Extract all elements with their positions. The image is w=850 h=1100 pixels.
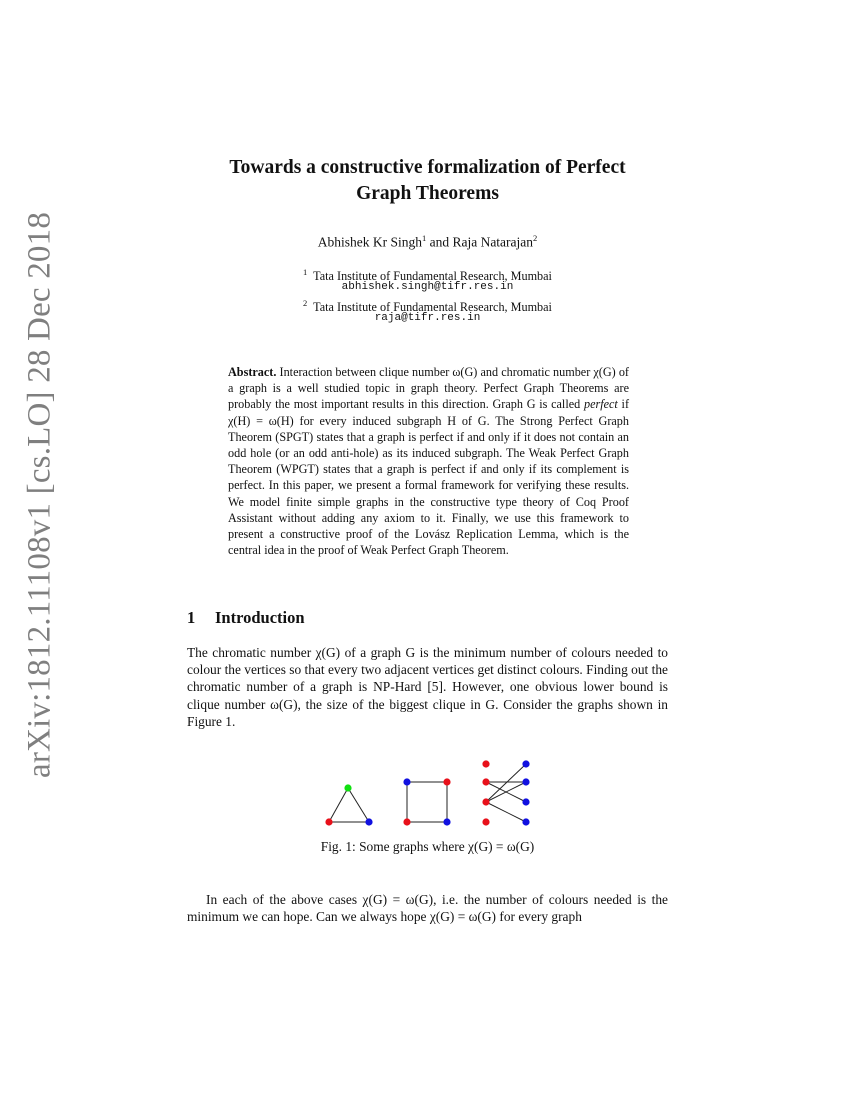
title-line-2: Graph Theorems xyxy=(356,183,499,204)
author-name: Raja Natarajan xyxy=(452,234,534,250)
square-edges xyxy=(407,782,447,822)
author-affil-mark: 2 xyxy=(533,233,538,243)
section-heading xyxy=(187,608,305,628)
section-number: 1 xyxy=(187,608,196,627)
vertex-blue xyxy=(522,760,529,767)
abstract-text: Interaction between clique number ω(G) and chromatic number χ(G) of a graph is a well studied topic in graph theory. Perfect Graph Theorems are probably the most important results in this direction. Graph G is called xyxy=(228,365,629,412)
triangle-graph xyxy=(325,784,372,825)
abstract-text: if χ(H) = ω(H) for every induced subgraph H of G. The Strong Perfect Graph Theorem (SPGT) states that a graph is perfect if and only if it does not contain an odd hole (or an odd anti-hole) as its induced subgraph. The Weak Perfect Graph Theorem (WPGT) states that a graph is perfect if and only if its complement is perfect. In this paper, we present a formal framework for verifying these results. We model finite simple graphs in the constructive type theory of Coq Proof Assistant without adding any axiom to it. Finally, we use this framework to present a constructive proof of the Lovász Replication Lemma, which is the central idea in the proof of Weak Perfect Graph Theorem. xyxy=(228,397,629,558)
abstract-emphasis: perfect xyxy=(583,397,618,412)
vertex-red xyxy=(325,818,332,825)
affiliation-institute: Tata Institute of Fundamental Research, Mumbai xyxy=(313,269,552,284)
paper-title xyxy=(150,155,705,207)
vertex-green xyxy=(344,784,351,791)
affiliation-mark: 1 xyxy=(303,267,308,277)
vertex-red xyxy=(403,818,410,825)
vertex-blue xyxy=(522,778,529,785)
author-affil-mark: 1 xyxy=(421,233,427,243)
affiliation-email: raja@tifr.res.in xyxy=(374,312,481,324)
graph-edge xyxy=(329,788,348,822)
abstract-label: Abstract. xyxy=(228,365,277,379)
graph-edge xyxy=(486,764,526,802)
author-name: Abhishek Kr Singh xyxy=(317,234,422,250)
vertex-blue xyxy=(403,778,410,785)
arxiv-identifier: arXiv:1812.11108v1 [cs.LO] 28 Dec 2018 xyxy=(21,211,58,779)
affiliation-mark: 2 xyxy=(303,298,308,308)
figure-graphs xyxy=(318,754,548,834)
author-list xyxy=(150,233,705,251)
graph-edge xyxy=(486,802,526,822)
bipartite-graph xyxy=(482,760,529,825)
body-paragraph: In each of the above cases χ(G) = ω(G), i.e. the number of colours needed is the minimum we can hope. Can we always hope χ(G) = ω(G) for every graph xyxy=(187,892,668,925)
vertex-red xyxy=(482,798,489,805)
section-title: Introduction xyxy=(215,608,305,627)
square-graph xyxy=(403,778,450,825)
intro-paragraph: The chromatic number χ(G) of a graph G is the minimum number of colours needed to colour the vertices so that every two adjacent vertices get distinct colours. Finding out the chromatic number of a graph is NP-Hard [5]. However, one obvious lower bound is clique number ω(G), the size of the biggest clique in G. Consider the graphs shown in Figure 1. xyxy=(187,645,668,729)
vertex-red xyxy=(482,778,489,785)
vertex-red xyxy=(482,760,489,767)
vertex-blue xyxy=(522,818,529,825)
vertex-blue xyxy=(443,818,450,825)
affiliation-email: abhishek.singh@tifr.res.in xyxy=(341,281,514,293)
vertex-blue xyxy=(365,818,372,825)
vertex-red xyxy=(482,818,489,825)
author-conjunction: and xyxy=(426,234,453,250)
graph-edge xyxy=(348,788,369,822)
abstract xyxy=(228,364,629,558)
vertex-blue xyxy=(522,798,529,805)
affiliation-institute: Tata Institute of Fundamental Research, Mumbai xyxy=(313,300,552,315)
vertex-red xyxy=(443,778,450,785)
title-line-1: Towards a constructive formalization of Perfect xyxy=(229,157,626,178)
figure-caption: Fig. 1: Some graphs where χ(G) = ω(G) xyxy=(320,839,535,854)
